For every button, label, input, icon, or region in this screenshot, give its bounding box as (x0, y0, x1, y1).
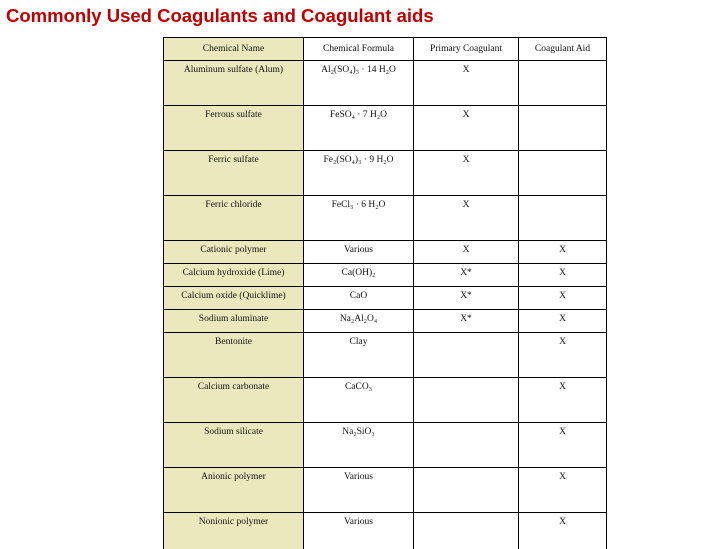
table-row (164, 196, 607, 241)
chemical-name-cell: Ferrous sulfate (164, 106, 304, 151)
table-row (164, 287, 607, 310)
table-row (164, 423, 607, 468)
primary-coagulant-cell: X* (414, 287, 519, 310)
chemical-formula-cell: Various (304, 513, 414, 549)
table-row (164, 241, 607, 264)
chemical-name-cell: Calcium carbonate (164, 378, 304, 423)
table-row (164, 264, 607, 287)
header-chemical-formula: Chemical Formula (304, 38, 414, 61)
table-row (164, 310, 607, 333)
primary-coagulant-cell (414, 468, 519, 513)
primary-coagulant-cell: X (414, 196, 519, 241)
chemical-formula-cell: CaCO₃ (304, 378, 414, 423)
primary-coagulant-cell (414, 423, 519, 468)
chemical-name-cell: Ferric sulfate (164, 151, 304, 196)
chemical-formula-cell: FeCl₃ · 6 H₂O (304, 196, 414, 241)
table-row (164, 151, 607, 196)
page-title: Commonly Used Coagulants and Coagulant aids (6, 5, 434, 27)
primary-coagulant-cell: X (414, 61, 519, 106)
chemical-formula-cell: Ca(OH)₂ (304, 264, 414, 287)
table-row (164, 378, 607, 423)
chemical-name-cell: Sodium silicate (164, 423, 304, 468)
primary-coagulant-cell (414, 378, 519, 423)
coagulant-aid-cell: X (519, 468, 607, 513)
table-row (164, 61, 607, 106)
coagulant-aid-cell: X (519, 423, 607, 468)
primary-coagulant-cell: X (414, 151, 519, 196)
coagulant-aid-cell (519, 61, 607, 106)
chemical-name-cell: Ferric chloride (164, 196, 304, 241)
chemical-formula-cell: Al₂(SO₄)₃ · 14 H₂O (304, 61, 414, 106)
primary-coagulant-cell: X (414, 106, 519, 151)
chemical-formula-cell: FeSO₄ · 7 H₂O (304, 106, 414, 151)
chemical-name-cell: Sodium aluminate (164, 310, 304, 333)
chemical-name-cell: Nonionic polymer (164, 513, 304, 549)
primary-coagulant-cell: X* (414, 310, 519, 333)
table-row (164, 468, 607, 513)
chemical-formula-cell: CaO (304, 287, 414, 310)
table-row (164, 333, 607, 378)
primary-coagulant-cell (414, 333, 519, 378)
chemical-formula-cell: Various (304, 241, 414, 264)
header-primary-coagulant: Primary Coagulant (414, 38, 519, 61)
primary-coagulant-cell: X* (414, 264, 519, 287)
chemical-name-cell: Calcium hydroxide (Lime) (164, 264, 304, 287)
chemical-name-cell: Calcium oxide (Quicklime) (164, 287, 304, 310)
table-header-row (164, 38, 607, 61)
header-chemical-name: Chemical Name (164, 38, 304, 61)
primary-coagulant-cell (414, 513, 519, 549)
coagulants-table (163, 37, 607, 549)
coagulant-aid-cell (519, 151, 607, 196)
coagulant-aid-cell: X (519, 287, 607, 310)
coagulant-aid-cell: X (519, 378, 607, 423)
chemical-name-cell: Anionic polymer (164, 468, 304, 513)
header-coagulant-aid: Coagulant Aid (519, 38, 607, 61)
chemical-formula-cell: Fe₂(SO₄)₃ · 9 H₂O (304, 151, 414, 196)
chemical-formula-cell: Na₂Al₂O₄ (304, 310, 414, 333)
chemical-name-cell: Bentonite (164, 333, 304, 378)
coagulant-aid-cell (519, 196, 607, 241)
coagulant-aid-cell: X (519, 333, 607, 378)
chemical-formula-cell: Na₂SiO₃ (304, 423, 414, 468)
chemical-formula-cell: Clay (304, 333, 414, 378)
table-row (164, 106, 607, 151)
coagulant-aid-cell: X (519, 264, 607, 287)
primary-coagulant-cell: X (414, 241, 519, 264)
chemical-name-cell: Cationic polymer (164, 241, 304, 264)
chemical-formula-cell: Various (304, 468, 414, 513)
chemical-name-cell: Aluminum sulfate (Alum) (164, 61, 304, 106)
coagulant-aid-cell: X (519, 513, 607, 549)
table-row (164, 513, 607, 549)
coagulant-aid-cell: X (519, 310, 607, 333)
coagulant-aid-cell: X (519, 241, 607, 264)
coagulant-aid-cell (519, 106, 607, 151)
